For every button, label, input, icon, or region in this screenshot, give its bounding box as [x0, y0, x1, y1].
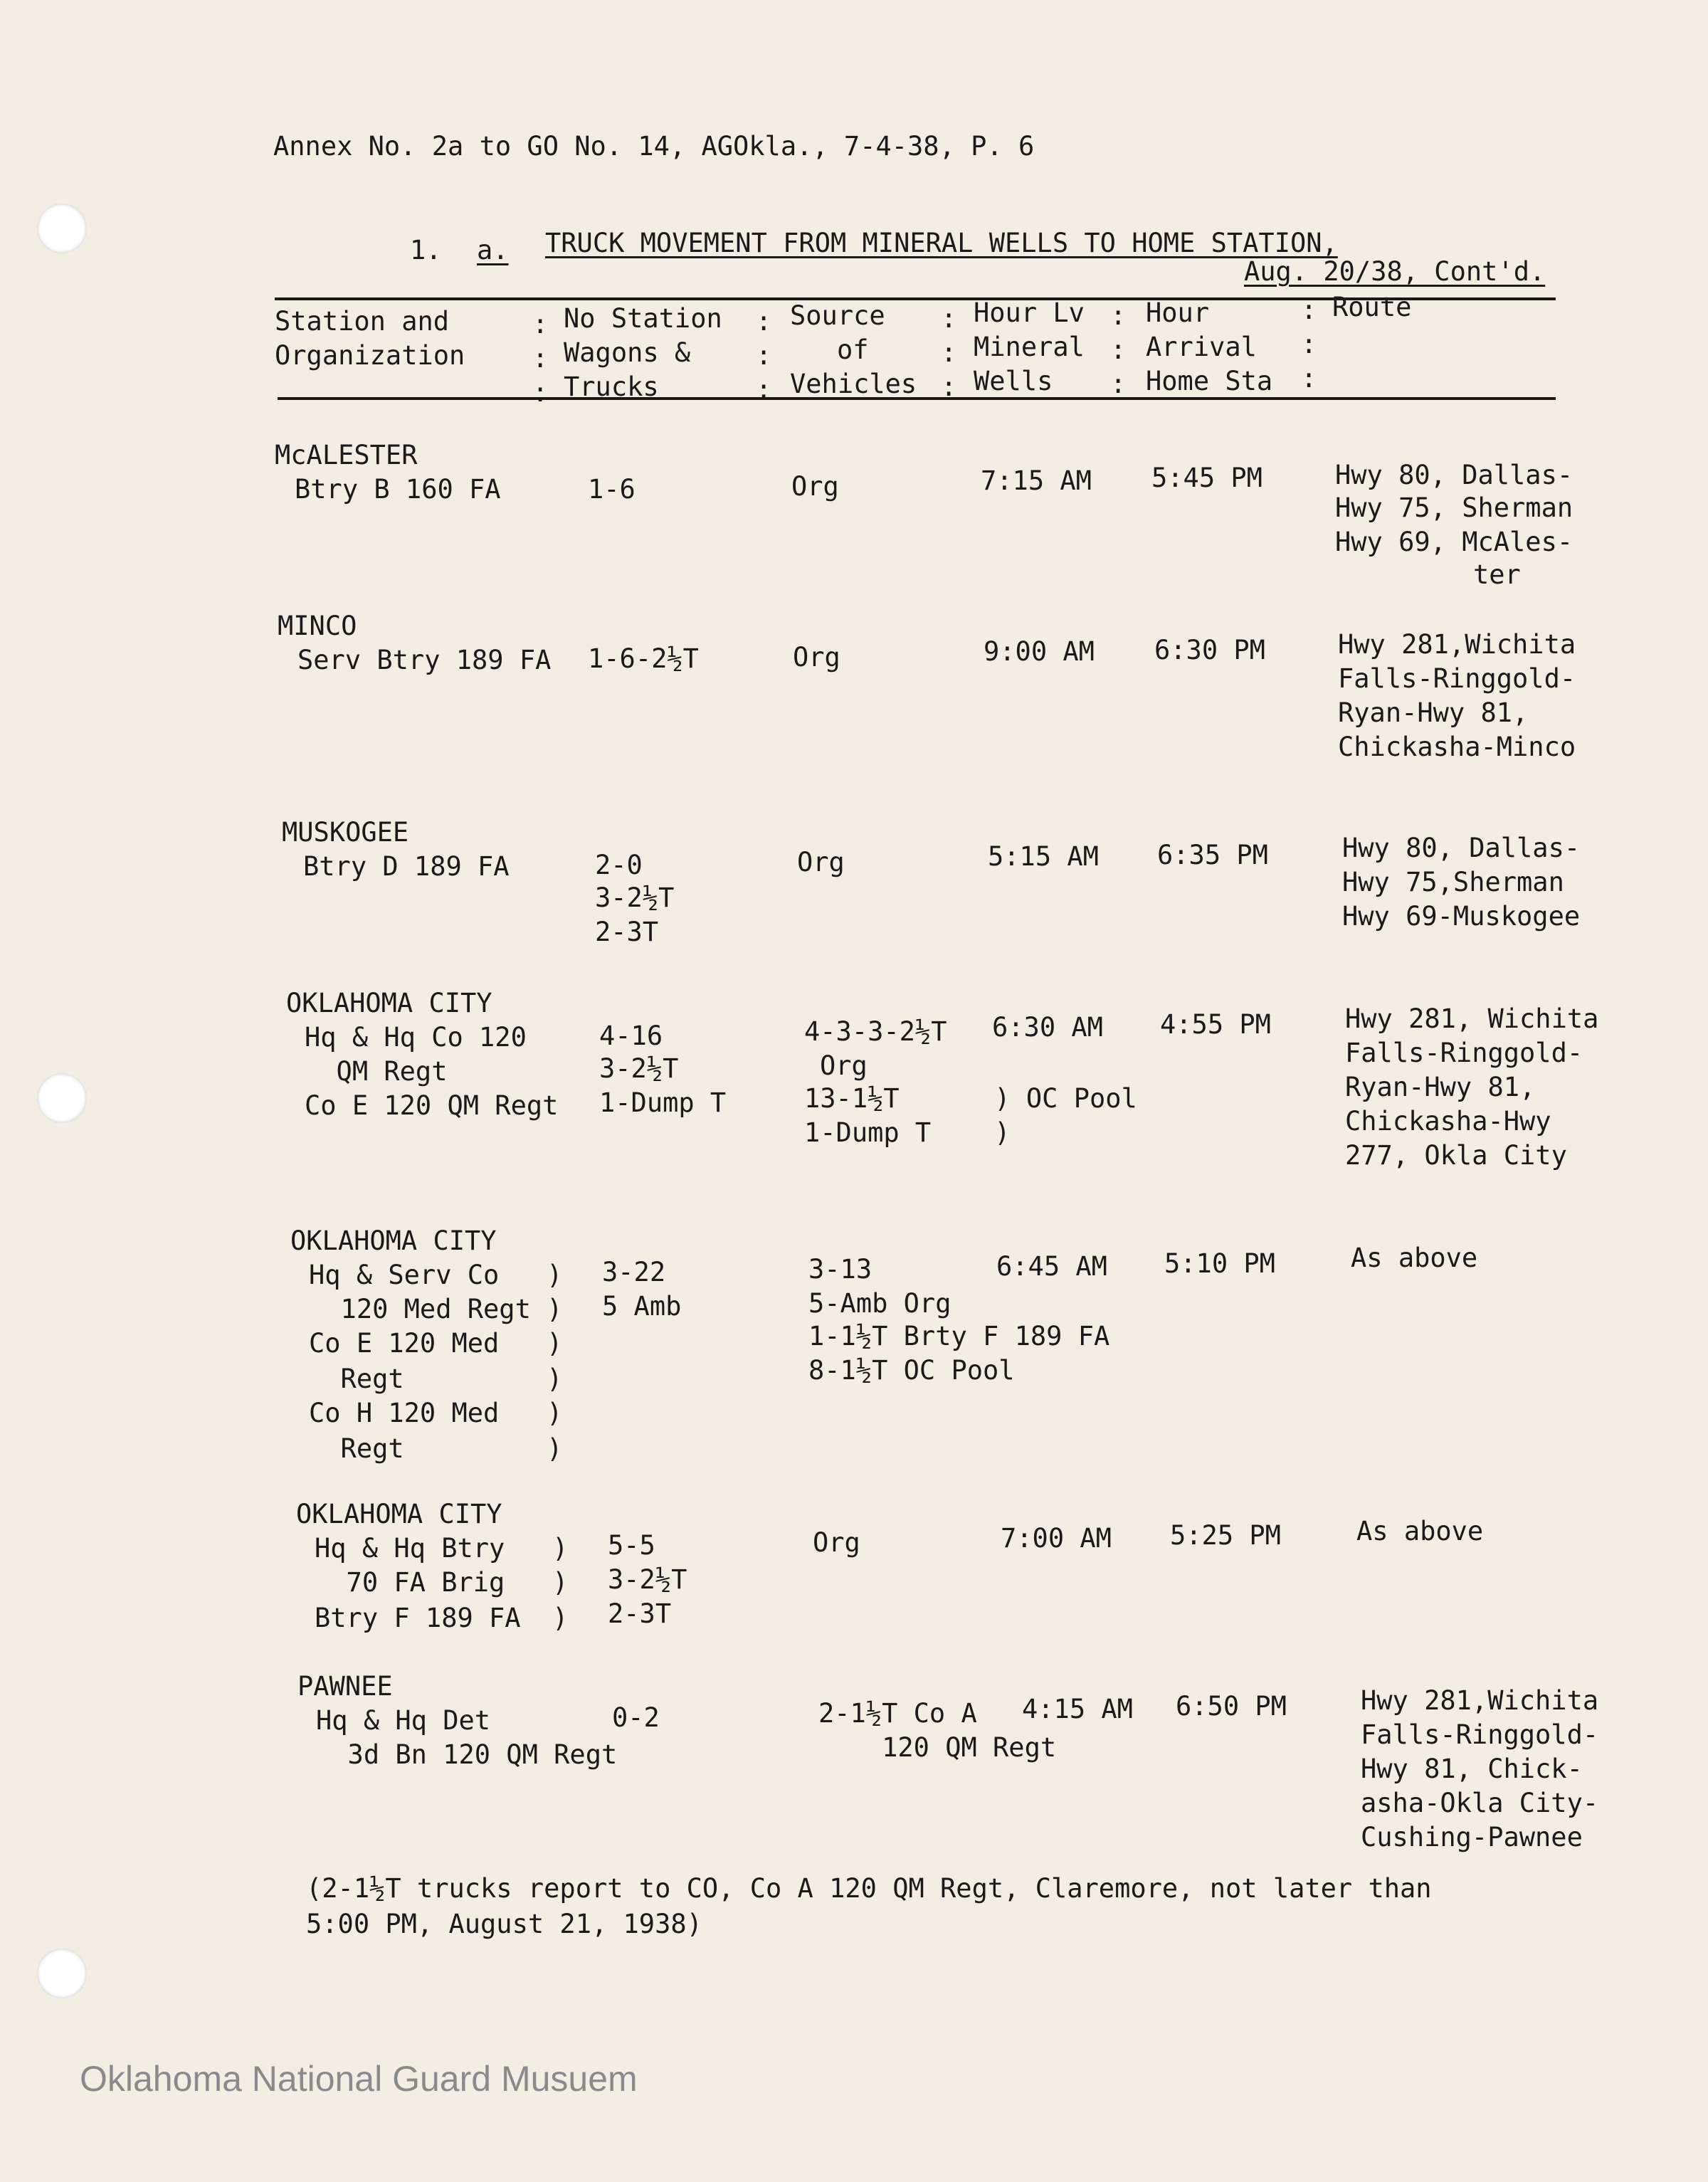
- vehicle-source: 1-Dump T ): [804, 1117, 1011, 1148]
- wagons-trucks: 1-6: [588, 474, 636, 505]
- col-hourlv-line3: Wells: [974, 366, 1053, 396]
- header-bottom-rule: [278, 397, 1556, 400]
- organization: Hq & Hq Co 120: [305, 1022, 527, 1053]
- station-name: OKLAHOMA CITY: [296, 1499, 502, 1529]
- hour-arrive: 6:30 PM: [1154, 635, 1265, 665]
- route-line: As above: [1351, 1243, 1478, 1273]
- organization: Regt ): [309, 1433, 563, 1464]
- hour-arrive: 4:55 PM: [1160, 1009, 1271, 1040]
- vehicle-source: Org: [793, 642, 840, 673]
- hour-leave: 7:00 AM: [1001, 1523, 1112, 1554]
- hour-arrive: 6:50 PM: [1176, 1691, 1287, 1722]
- route-line: Hwy 75, Sherman: [1335, 492, 1573, 523]
- hour-arrive: 5:45 PM: [1151, 463, 1262, 493]
- wagons-trucks: 5-5: [608, 1530, 655, 1561]
- hour-leave: 9:00 AM: [984, 636, 1095, 667]
- vehicle-source: Org: [813, 1527, 860, 1558]
- wagons-trucks: 3-2½T: [599, 1053, 679, 1084]
- heading-letter: a.: [477, 235, 509, 265]
- hour-leave: 4:15 AM: [1022, 1694, 1133, 1724]
- punch-hole: [37, 204, 87, 253]
- vehicle-source: 8-1½T OC Pool: [808, 1355, 1015, 1386]
- route-line: Hwy 281, Wichita: [1345, 1003, 1599, 1034]
- route-line: Falls-Ringgold-: [1345, 1038, 1583, 1068]
- museum-watermark: Oklahoma National Guard Musuem: [80, 2059, 638, 2099]
- route-line: Cushing-Pawnee: [1361, 1822, 1583, 1852]
- route-line: Hwy 69, McAles-: [1335, 527, 1573, 557]
- organization: Serv Btry 189 FA: [297, 645, 552, 675]
- vehicle-source: 120 QM Regt: [818, 1732, 1057, 1763]
- col-hourlv-line2: Mineral: [974, 332, 1085, 362]
- wagons-trucks: 1-Dump T: [599, 1087, 727, 1118]
- col-source-line2: of: [837, 334, 869, 365]
- hour-leave: 6:45 AM: [996, 1251, 1107, 1282]
- col-wagons-line1: No Station: [564, 303, 722, 334]
- col-station-line1: Station and: [275, 306, 450, 337]
- annex-line: Annex No. 2a to GO No. 14, AGOkla., 7-4-38, P. 6: [273, 131, 1035, 162]
- wagons-trucks: 3-2½T: [608, 1564, 687, 1595]
- col-source-line1: Source: [790, 300, 885, 331]
- organization: Hq & Hq Btry ): [315, 1533, 569, 1564]
- station-name: MUSKOGEE: [282, 817, 409, 848]
- organization: 70 FA Brig ): [315, 1567, 569, 1598]
- organization: 120 Med Regt ): [309, 1294, 563, 1324]
- col-hourarr-line3: Home Sta: [1146, 366, 1273, 396]
- vehicle-source: 13-1½T ) OC Pool: [804, 1083, 1137, 1114]
- organization: Co H 120 Med ): [309, 1398, 563, 1428]
- hour-leave: 6:30 AM: [992, 1012, 1103, 1043]
- footnote-line1: (2-1½T trucks report to CO, Co A 120 QM Regt, Claremore, not later than: [306, 1873, 1432, 1904]
- organization: Hq & Hq Det: [316, 1705, 491, 1736]
- hour-leave: 5:15 AM: [988, 841, 1099, 872]
- route-line: As above: [1356, 1516, 1484, 1546]
- station-name: OKLAHOMA CITY: [286, 988, 492, 1018]
- station-name: McALESTER: [275, 440, 418, 470]
- organization: Btry F 189 FA ): [315, 1603, 569, 1633]
- vehicle-source: 2-1½T Co A: [818, 1698, 977, 1729]
- hour-leave: 7:15 AM: [981, 465, 1092, 496]
- punch-hole: [37, 1073, 87, 1123]
- organization: Co E 120 QM Regt: [305, 1090, 559, 1121]
- col-wagons-line2: Wagons &: [564, 337, 691, 368]
- col-route: Route: [1332, 292, 1412, 322]
- heading-number: 1.: [410, 235, 442, 265]
- route-line: Chickasha-Minco: [1338, 732, 1576, 762]
- vehicle-source: Org: [791, 471, 839, 502]
- vehicle-source: 3-13: [808, 1254, 873, 1285]
- footnote-line2: 5:00 PM, August 21, 1938): [306, 1909, 702, 1939]
- route-line: asha-Okla City-: [1361, 1788, 1599, 1818]
- route-line: Ryan-Hwy 81,: [1338, 697, 1529, 728]
- col-hourarr-line2: Arrival: [1146, 332, 1257, 362]
- route-line: ter: [1473, 559, 1521, 590]
- route-line: Hwy 281,Wichita: [1338, 629, 1576, 660]
- document-page: Annex No. 2a to GO No. 14, AGOkla., 7-4-38, P. 6 1. a. TRUCK MOVEMENT FROM MINERAL WELLS TO HOME STATION, Aug. 20/38, Cont'd. Station and Organization : : : No Station Wagons & Trucks : : : Source of Vehicles : : : Hour Lv Mineral Wells : : : Hour Arrival Home Sta : : : Route McALESTER Btry B 160 FA 1-6 Org 7:15 AM 5:45 PM Hwy 80, Dallas- Hwy 75, Sherman Hwy 69, McAles- ter MINCO Serv Btry 189 FA 1-6-2½T Org 9:00 AM 6:30 PM Hwy 281,Wichita Falls-Ringgold- Ryan-Hwy 81, Chickasha-Minco MUSKOGEE Btry D 189 FA 2-0 3-2½T 2-3T Org 5:15 AM 6:35 PM Hwy 80, Dallas- Hwy 75,Sherman Hwy 69-Muskogee OKLAHOMA CITY Hq & Hq Co 120 QM Regt Co E 120 QM Regt 4-16 3-2½T 1-Dump T 4-3-3-2½T Org 13-1½T ) OC Pool 1-Dump T ) 6:30 AM 4:55 PM Hwy 281, Wichita Falls-Ringgold- Ryan-Hwy 81, Chickasha-Hwy 277, Okla City OKLAHOMA CITY Hq & Serv Co ) 120 Med Regt ) Co E 120 Med ) Regt ) Co H 120 Med ) Regt ) 3-22 5 Amb 3-13 5-Amb Org 1-1½T Brty F 189 FA 8-1½T OC Pool 6:45 AM 5:10 PM As above OKLAHOMA CITY Hq & Hq Btry ) 70 FA Brig ) Btry F 189 FA ) 5-5 3-2½T 2-3T Org 7:00 AM 5:25 PM As above PAWNEE Hq & Hq Det 3d Bn 120 QM Regt 0-2 2-1½T Co A 120 QM Regt 4:15 AM 6:50 PM Hwy 281,Wichita Falls-Ringgold- Hwy 81, Chick- asha-Okla City- Cushing-Pawnee (2-1½T trucks report to CO, Co A 120 QM Regt, Claremore, not later than 5:00 PM, August 21, 1938) Oklahoma National Guard Musuem: [0, 0, 1708, 2182]
- punch-hole: [37, 1949, 87, 1998]
- col-wagons-line3: Trucks: [564, 371, 659, 402]
- wagons-trucks: 0-2: [612, 1702, 660, 1733]
- route-line: Falls-Ringgold-: [1338, 663, 1576, 694]
- organization: Co E 120 Med ): [309, 1328, 563, 1359]
- wagons-trucks: 3-2½T: [595, 882, 675, 913]
- heading-date: Aug. 20/38, Cont'd.: [1244, 256, 1546, 287]
- wagons-trucks: 1-6-2½T: [588, 643, 699, 674]
- organization: 3d Bn 120 QM Regt: [316, 1739, 618, 1770]
- route-line: Chickasha-Hwy: [1345, 1106, 1551, 1137]
- organization: Btry B 160 FA: [295, 474, 501, 505]
- route-line: Ryan-Hwy 81,: [1345, 1072, 1536, 1102]
- station-name: PAWNEE: [297, 1671, 393, 1702]
- vehicle-source: 1-1½T Brty F 189 FA: [808, 1321, 1110, 1351]
- station-name: OKLAHOMA CITY: [290, 1226, 497, 1256]
- col-hourlv-line1: Hour Lv: [974, 297, 1085, 328]
- route-line: Hwy 80, Dallas-: [1335, 460, 1573, 490]
- col-source-line3: Vehicles: [790, 369, 917, 399]
- route-line: Hwy 75,Sherman: [1342, 867, 1564, 897]
- station-name: MINCO: [278, 611, 357, 641]
- heading-title: TRUCK MOVEMENT FROM MINERAL WELLS TO HOME STATION,: [545, 228, 1338, 258]
- route-line: Hwy 281,Wichita: [1361, 1685, 1599, 1716]
- wagons-trucks: 4-16: [599, 1021, 663, 1051]
- route-line: Hwy 80, Dallas-: [1342, 833, 1581, 863]
- organization: Btry D 189 FA: [303, 851, 510, 882]
- wagons-trucks: 2-3T: [595, 917, 659, 947]
- route-line: 277, Okla City: [1345, 1140, 1567, 1171]
- wagons-trucks: 2-0: [595, 850, 643, 880]
- col-hourarr-line1: Hour: [1146, 297, 1210, 328]
- vehicle-source: 5-Amb Org: [808, 1288, 951, 1319]
- vehicle-source: Org: [820, 1050, 868, 1081]
- wagons-trucks: 2-3T: [608, 1598, 672, 1629]
- vehicle-source: Org: [797, 847, 845, 877]
- vehicle-source: 4-3-3-2½T: [804, 1016, 947, 1047]
- wagons-trucks: 5 Amb: [602, 1291, 682, 1322]
- col-station-line2: Organization: [275, 340, 465, 371]
- route-line: Falls-Ringgold-: [1361, 1719, 1599, 1750]
- route-line: Hwy 69-Muskogee: [1342, 901, 1581, 932]
- wagons-trucks: 3-22: [602, 1257, 666, 1287]
- route-line: Hwy 81, Chick-: [1361, 1754, 1583, 1784]
- organization: Regt ): [309, 1364, 563, 1394]
- organization: Hq & Serv Co ): [309, 1260, 563, 1290]
- organization: QM Regt: [305, 1056, 448, 1087]
- hour-arrive: 5:10 PM: [1164, 1248, 1275, 1279]
- hour-arrive: 6:35 PM: [1157, 840, 1268, 870]
- hour-arrive: 5:25 PM: [1170, 1520, 1281, 1551]
